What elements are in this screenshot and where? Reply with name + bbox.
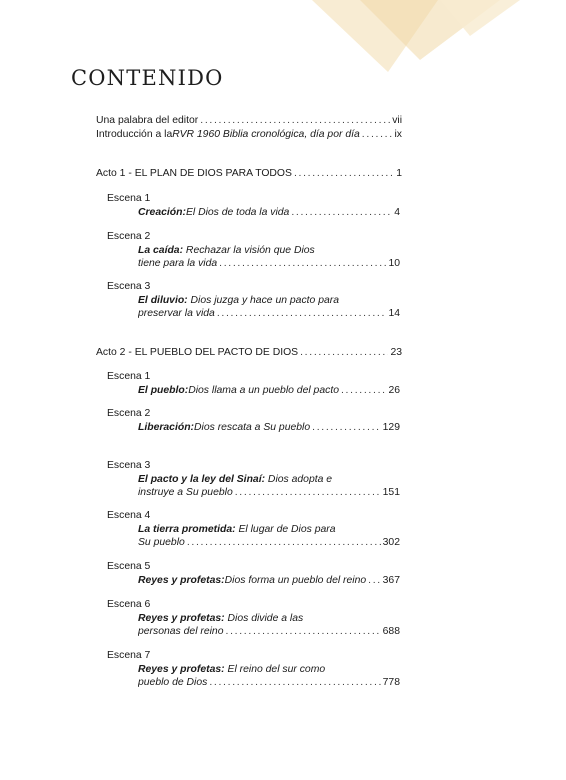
leader-dots: [187, 536, 381, 549]
scene-title-rest: Dios divide a las: [224, 613, 304, 624]
scene-title-cont: preservar la vida: [138, 308, 215, 319]
scene-title-bold: Reyes y profetas:: [138, 575, 225, 586]
leader-dots: [368, 574, 381, 587]
toc-scene-line1[interactable]: [138, 244, 315, 257]
leader-dots: [362, 128, 393, 141]
scene-label: Escena 2: [107, 231, 151, 242]
scene-label: Escena 3: [107, 281, 151, 292]
act-label: Acto 1 - EL PLAN DE DIOS PARA TODOS: [96, 168, 292, 179]
scene-page: 151: [382, 487, 400, 498]
toc-scene-entry[interactable]: [138, 206, 400, 219]
toc-scene-line2[interactable]: [138, 536, 400, 549]
toc-scene-line1[interactable]: [138, 294, 339, 307]
scene-page: 14: [388, 308, 400, 319]
toc-scene-line1[interactable]: [138, 663, 325, 676]
scene-title-rest: El reino del sur como: [224, 664, 326, 675]
page-title: CONTENIDO: [71, 66, 224, 90]
act-label: Acto 2 - EL PUEBLO DEL PACTO DE DIOS: [96, 347, 299, 358]
corner-decoration: [0, 0, 566, 120]
scene-title-bold: La caída:: [138, 245, 184, 256]
act-page: 23: [390, 347, 402, 358]
scene-title-bold: Liberación:: [138, 422, 195, 433]
scene-title-bold: El pacto y la ley del Sinaí:: [138, 474, 266, 485]
leader-dots: [341, 384, 386, 397]
scene-title-bold: Creación:: [138, 207, 186, 218]
scene-title-bold: Reyes y profetas:: [138, 664, 225, 675]
scene-title-cont: instruye a Su pueblo: [138, 487, 233, 498]
toc-scene-line1[interactable]: [138, 612, 303, 625]
scene-label: Escena 7: [107, 650, 151, 661]
toc-act-2[interactable]: [96, 346, 402, 359]
scene-title-rest: Dios adopta e: [265, 474, 333, 485]
scene-page: 302: [382, 537, 400, 548]
scene-title-rest: Dios rescata a Su pueblo: [194, 422, 311, 433]
leader-dots: [235, 486, 381, 499]
leader-dots: [217, 307, 387, 320]
toc-scene-line1[interactable]: [138, 473, 332, 486]
entry-page: vii: [392, 115, 402, 126]
toc-scene-line2[interactable]: [138, 307, 400, 320]
scene-page: 4: [394, 207, 400, 218]
scene-label: Escena 3: [107, 460, 151, 471]
scene-label: Escena 5: [107, 561, 151, 572]
toc-scene-entry[interactable]: [138, 421, 400, 434]
leader-dots: [219, 257, 386, 270]
toc-scene-line2[interactable]: [138, 676, 400, 689]
scene-page: 10: [388, 258, 400, 269]
scene-title-rest: Rechazar la visión que Dios: [183, 245, 315, 256]
toc-scene-line2[interactable]: [138, 625, 400, 638]
leader-dots: [291, 206, 392, 219]
scene-title-rest: El Dios de toda la vida: [185, 207, 290, 218]
toc-scene-line2[interactable]: [138, 257, 400, 270]
act-page: 1: [396, 168, 402, 179]
scene-title-rest: Dios juzga y hace un pacto para: [187, 295, 339, 306]
entry-text-italic: RVR 1960 Biblia cronológica, día por día: [172, 129, 360, 140]
leader-dots: [312, 421, 381, 434]
toc-act-1[interactable]: [96, 167, 402, 180]
toc-scene-entry[interactable]: [138, 384, 400, 397]
toc-scene-line2[interactable]: [138, 486, 400, 499]
scene-title-bold: El pueblo:: [138, 385, 189, 396]
leader-dots: [226, 625, 381, 638]
leader-dots: [200, 114, 390, 127]
scene-title-bold: La tierra prometida:: [138, 524, 236, 535]
scene-title-cont: tiene para la vida: [138, 258, 218, 269]
toc-entry-introduction[interactable]: [96, 128, 402, 141]
scene-label: Escena 1: [107, 193, 151, 204]
toc-scene-line1[interactable]: [138, 523, 336, 536]
toc-scene-entry[interactable]: [138, 574, 400, 587]
scene-title-bold: El diluvio:: [138, 295, 188, 306]
scene-title-bold: Reyes y profetas:: [138, 613, 225, 624]
entry-page: ix: [394, 129, 402, 140]
scene-page: 688: [382, 626, 400, 637]
leader-dots: [300, 346, 388, 359]
scene-label: Escena 2: [107, 408, 151, 419]
scene-title-cont: personas del reino: [138, 626, 224, 637]
leader-dots: [209, 676, 380, 689]
scene-label: Escena 4: [107, 510, 151, 521]
scene-page: 129: [382, 422, 400, 433]
entry-text-prefix: Introducción a la: [96, 129, 173, 140]
scene-page: 367: [382, 575, 400, 586]
scene-label: Escena 1: [107, 371, 151, 382]
scene-page: 26: [388, 385, 400, 396]
toc-entry-editor[interactable]: [96, 114, 402, 127]
entry-text: Una palabra del editor: [96, 115, 199, 126]
scene-title-cont: Su pueblo: [138, 537, 185, 548]
scene-label: Escena 6: [107, 599, 151, 610]
scene-title-rest: El lugar de Dios para: [235, 524, 336, 535]
scene-title-rest: Dios llama a un pueblo del pacto: [188, 385, 339, 396]
scene-page: 778: [382, 677, 400, 688]
scene-title-cont: pueblo de Dios: [138, 677, 208, 688]
leader-dots: [294, 167, 394, 180]
scene-title-rest: Dios forma un pueblo del reino: [224, 575, 367, 586]
